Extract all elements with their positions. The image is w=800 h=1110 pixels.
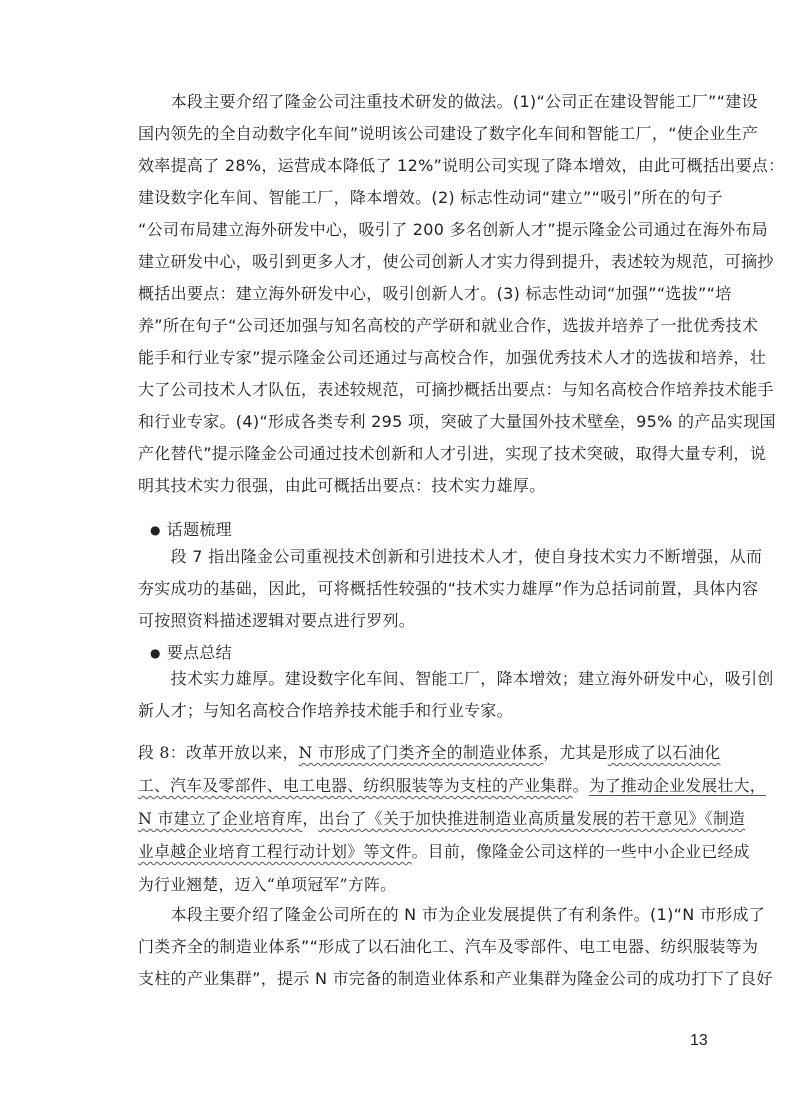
text-line: 概括出要点：建立海外研发中心，吸引创新人才。(3) 标志性动词“加强”“选拔”“培 [138, 284, 732, 303]
text-line: 建立研发中心，吸引到更多人才，使公司创新人才实力得到提升，表述较为规范，可摘抄 [138, 252, 774, 271]
text-line: 养”所在句子“公司还加强与知名高校的产学研和就业合作，选拔并培养了一批优秀技术 [138, 316, 759, 335]
plain-text: ，尤其是 [543, 743, 608, 762]
text-line: 支柱的产业集群”，提示 N 市完备的制造业体系和产业集群为隆金公司的成功打下了良好 [138, 969, 773, 988]
text-line: 可按照资料描述逻辑对要点进行罗列。 [138, 611, 416, 630]
text-line: 效率提高了 28%，运营成本降低了 12%”说明公司实现了降本增效，由此可概括出要点： [138, 156, 785, 175]
bullet-icon: ● [150, 646, 161, 660]
wavy-underlined-text: 形成了以石油化 [607, 743, 721, 762]
wavy-underlined-text: N 市建立了企业培育库 [138, 809, 303, 828]
text-line [138, 769, 766, 802]
underlined-text: 为了推动企业发展壮大， [588, 776, 766, 795]
heading-text: 要点总结 [166, 643, 232, 662]
wavy-underlined-text: 出台了《关于加快推进制造业高质量发展的若干意见》《制造 [318, 809, 746, 828]
source-label: 段 8：改革开放以来， [138, 743, 299, 762]
page-number: 13 [690, 1032, 708, 1049]
text-line: 本段主要介绍了隆金公司所在的 N 市为企业发展提供了有利条件。(1)“N 市形成了 [138, 905, 766, 924]
text-line [138, 835, 750, 868]
plain-text: 。 [572, 776, 589, 795]
paragraph-topic [138, 541, 763, 637]
text-line: 为行业翘楚，迈入“单项冠军”方阵。 [138, 875, 397, 894]
text-line: 能手和行业专家”提示隆金公司还通过与高校合作，加强优秀技术人才的选拔和培养，壮 [138, 348, 766, 367]
text-line: 夯实成功的基础，因此，可将概括性较强的“技术实力雄厚”作为总括词前置，具体内容 [138, 579, 759, 598]
text-line [138, 736, 721, 769]
text-line: 新人才；与知名高校合作培养技术能手和行业专家。 [138, 701, 513, 720]
text-line: 明其技术实力很强，由此可概括出要点：技术实力雄厚。 [138, 476, 546, 495]
text-line [138, 802, 746, 835]
wavy-underlined-text: 业卓越企业培育工程行动计划》等文件 [138, 842, 412, 861]
paragraph-analysis-1 [138, 86, 785, 502]
text-line: 段 7 指出隆金公司重视技术创新和引进技术人才，使自身技术实力不断增强，从而 [138, 547, 763, 566]
text-line: 和行业专家。(4)“形成各类专利 295 项，突破了大量国外技术壁垒，95% 的产品实现国 [138, 412, 776, 431]
plain-text: ， [302, 809, 319, 828]
text-line: 国内领先的全自动数字化车间”说明该公司建设了数字化车间和智能工厂，“使企业生产 [138, 124, 759, 143]
text-line: 门类齐全的制造业体系”“形成了以石油化工、汽车及零部件、电工电器、纺织服装等为 [138, 937, 759, 956]
text-line: 技术实力雄厚。建设数字化车间、智能工厂，降本增效；建立海外研发中心，吸引创 [138, 669, 774, 688]
paragraph-summary [138, 663, 774, 727]
text-line: “公司布局建立海外研发中心，吸引了 200 多名创新人才”提示隆金公司通过在海外布局 [138, 220, 768, 239]
text-line: 大了公司技术人才队伍，表述较规范，可摘抄概括出要点：与知名高校合作培养技术能手 [138, 380, 774, 399]
bullet-icon: ● [150, 523, 161, 537]
heading-text: 话题梳理 [166, 520, 232, 539]
text-line: 建设数字化车间、智能工厂，降本增效。(2) 标志性动词“建立”“吸引”所在的句子 [138, 188, 723, 207]
paragraph-source-8 [138, 736, 766, 901]
wavy-underlined-text: 工、汽车及零部件、电工电器、纺织服装等为支柱的产业集群 [138, 776, 573, 795]
paragraph-analysis-2 [138, 899, 773, 995]
plain-text: 。目前，像隆金公司这样的一些中小企业已经成 [411, 842, 750, 861]
wavy-underlined-text: N 市形成了门类齐全的制造业体系 [298, 743, 544, 762]
text-line: 产化替代”提示隆金公司通过技术创新和人才引进，实现了技术突破，取得大量专利，说 [138, 444, 766, 463]
text-line: 本段主要介绍了隆金公司注重技术研发的做法。(1)“公司正在建设智能工厂”“建设 [138, 92, 758, 111]
